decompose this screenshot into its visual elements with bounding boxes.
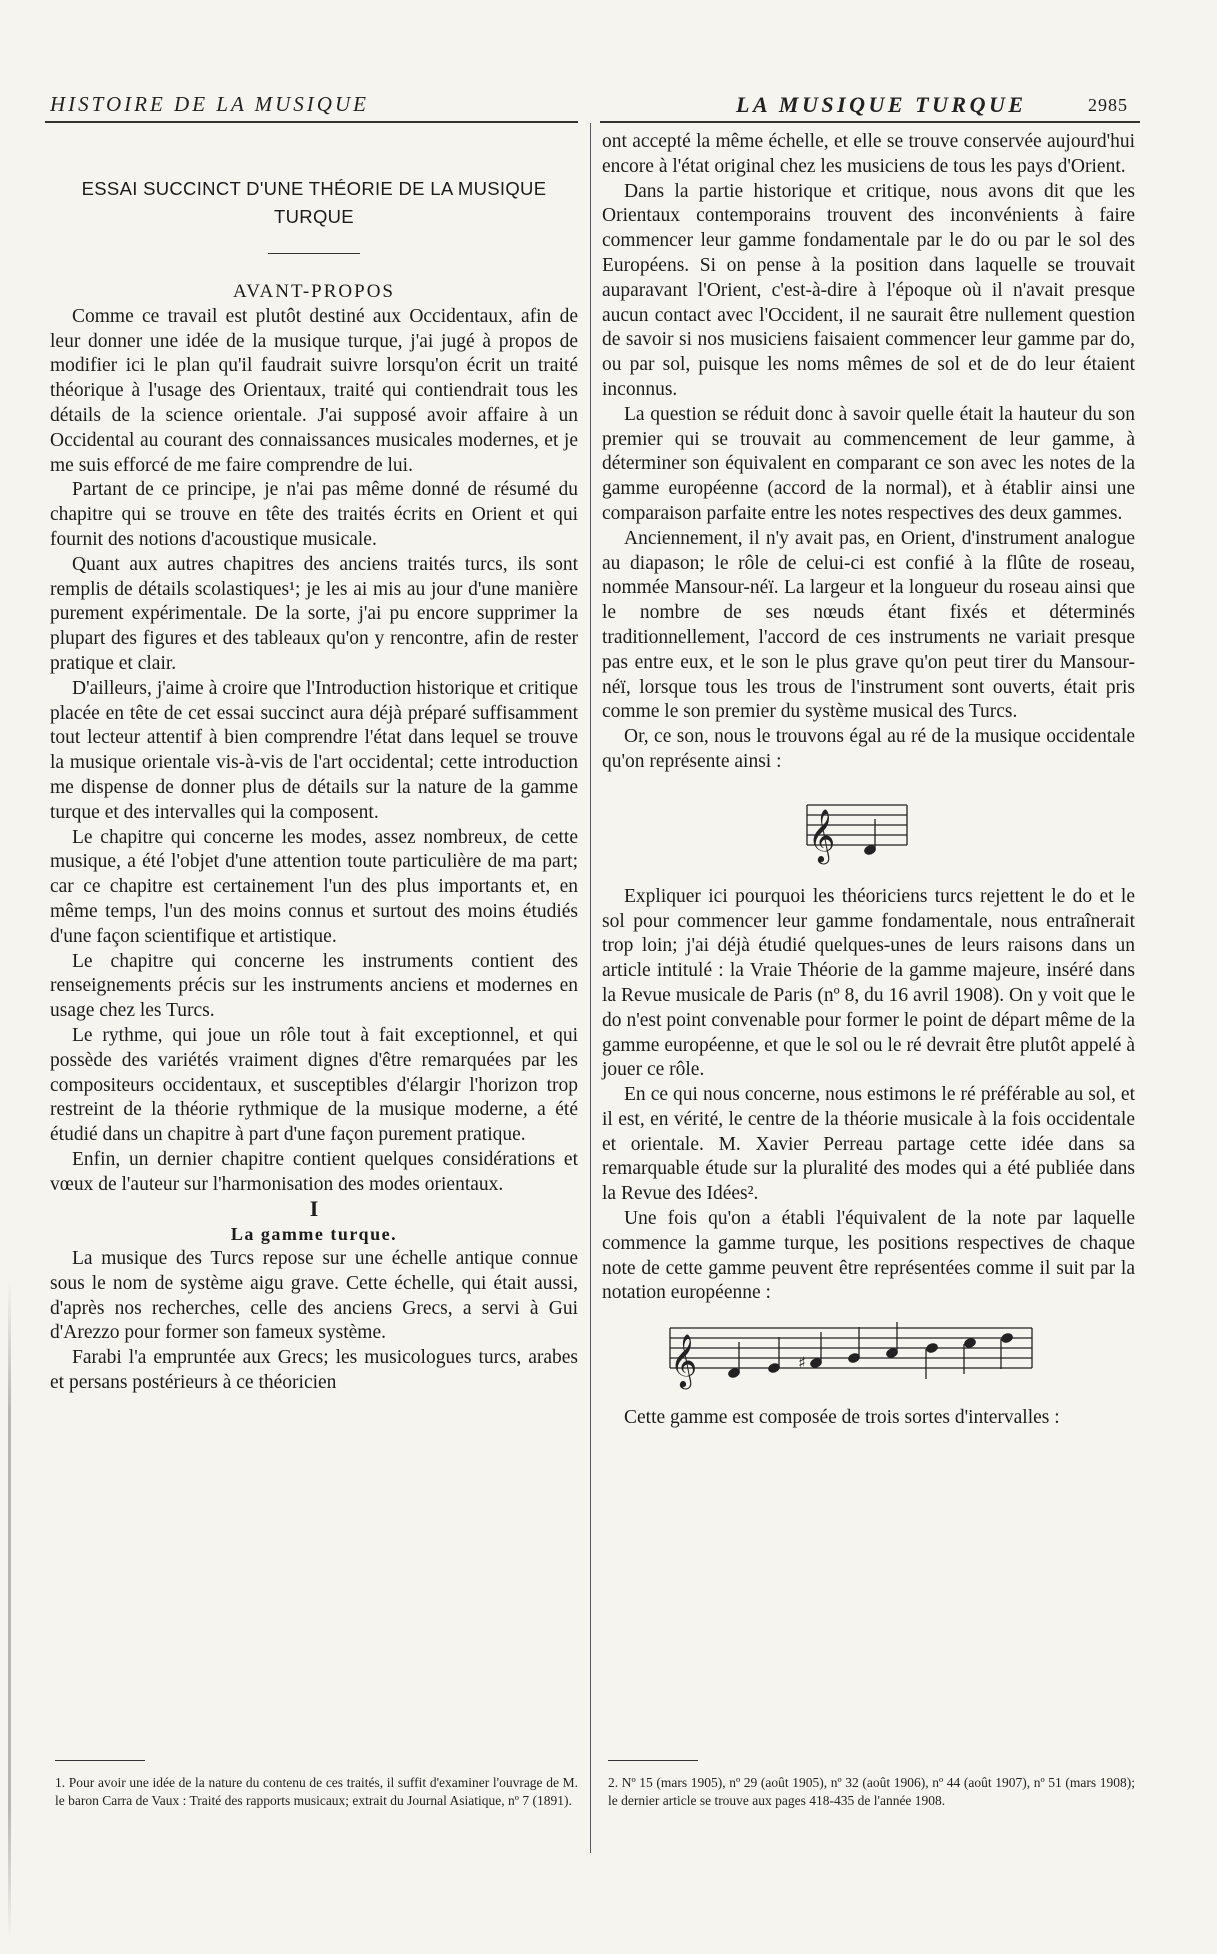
header-rule-right <box>600 121 1140 123</box>
section-number: I <box>309 1196 319 1222</box>
treble-clef-icon: 𝄞 <box>670 1333 698 1388</box>
paragraph: Dans la partie historique et critique, nous avons dit que les Orientaux contemporains trouvent des inconvénients à faire commencer leur gamme fondamentale par le do ou par le sol des Européens. Si on pense à la position dans laquelle se trouvait auparavant l'Orient, c'est-à-dire à l'époque où il n'avait presque aucun contact avec l'Occident, il ne saurait être nullement question de savoir si nos musiciens faisaient commencer leur gamme par do, ou par sol, puisque les noms mêmes de sol et de do leur étaient inconnus. <box>602 180 1135 400</box>
footnote-right: 2. Nº 15 (mars 1905), nº 29 (août 1905), nº 32 (août 1906), nº 44 (août 1907), nº 51 (mars 1908); le dernier article se trouve aux pages 418-435 de l'année 1908. <box>608 1775 1135 1808</box>
paragraph: ont accepté la même échelle, et elle se trouve conservée aujourd'hui encore à l'état original chez les musiciens de tous les pays d'Orient. <box>602 131 1135 177</box>
paragraph: D'ailleurs, j'aime à croire que l'Introduction historique et critique placée en tête de cet essai succinct aura déjà préparé suffisamment tout lecteur attentif à bien comprendre l'état dans lequel se trouve la musique orientale vis-à-vis de l'art occidental; cette introduction me dispense de donner plus de détails sur la nature de la gamme turque et des intervalles qui la composent. <box>50 677 578 823</box>
footnote-left: 1. Pour avoir une idée de la nature du contenu de ces traités, il suffit d'examiner l'ouvrage de M. le baron Carra de Vaux : Traité des rapports musicaux; extrait du Journal Asiatique, nº 7 (1891). <box>55 1775 578 1808</box>
note-mi <box>767 1337 781 1374</box>
scale-staff <box>602 1306 1135 1406</box>
paragraph: Le chapitre qui concerne les instruments contient des renseignements précis sur les instruments anciens et modernes en usage chez les Turcs. <box>50 950 578 1022</box>
paragraph: Une fois qu'on a établi l'équivalent de la note par laquelle commence la gamme turque, les positions respectives de chaque note de cette gamme peuvent être représentées comme il suit par la notation européenne : <box>602 1208 1135 1304</box>
note-re-high <box>1000 1332 1014 1369</box>
running-head-right: LA MUSIQUE TURQUE <box>736 92 1027 117</box>
section-title: La gamme turque. <box>230 1224 398 1245</box>
page-edge-shadow <box>8 1280 11 1940</box>
footnote-rule-right <box>608 1760 698 1761</box>
paragraph: La question se réduit donc à savoir quelle était la hauteur du son premier qui se trouvait au commencement de leur gamme, à déterminer son équivalent en comparant ce son avec les notes de la gamme européenne (accord de la normal), et à établir ainsi une comparaison parfaite entre les notes respectives des deux gammes. <box>602 403 1135 524</box>
running-head-left: HISTOIRE DE LA MUSIQUE <box>50 92 369 116</box>
sharp-icon: ♯ <box>798 1353 806 1373</box>
paragraph: Quant aux autres chapitres des anciens traités turcs, ils sont remplis de détails scolastiques¹; je les ai mis au jour d'une manière purement expérimentale. De la sorte, j'ai pu encore supprimer la plupart des figures et des tableaux qu'on y rencontre, afin de rester pratique et clair. <box>50 553 578 674</box>
header-rule-left <box>45 121 578 123</box>
paragraph: Le rythme, qui joue un rôle tout à fait exceptionnel, et qui possède des variétés vraiment dignes d'être remarquées par les compositeurs occidentaux, et susceptibles d'élargir l'horizon trop restreint de la théorie rythmique de la musique moderne, a été étudié dans un chapitre à part d'une façon purement pratique. <box>50 1024 578 1146</box>
paragraph: Or, ce son, nous le trouvons égal au ré de la musique occidentale qu'on représente ainsi : <box>602 726 1135 772</box>
paragraph: Cette gamme est composée de trois sortes d'intervalles : <box>624 1407 1060 1429</box>
paragraph: Comme ce travail est plutôt destiné aux Occidentaux, afin de leur donner une idée de la musique turque, j'ai jugé à propos de modifier ici le plan qu'il faudrait suivre lorsqu'on écrit un traité théorique à l'usage des Orientaux, traité qui contiendrait tous les détails de la science orientale. J'ai supposé avoir affaire à un Occidental au courant des connaissances musicales modernes, et je me suis efforcé de me faire comprendre de lui. <box>50 305 578 476</box>
page-number: 2985 <box>1088 95 1128 115</box>
treble-clef-icon: 𝄞 <box>808 807 836 862</box>
paragraph: La musique des Turcs repose sur une échelle antique connue sous le nom de système aigu grave. Cette échelle, qui était aussi, d'après nos recherches, celle des anciens Grecs, a servi à Gui d'Arezzo pour former son fameux système. <box>50 1248 578 1344</box>
essay-title: ESSAI SUCCINCT D'UNE THÉORIE DE LA MUSIQUE TURQUE <box>81 178 547 227</box>
title-rule <box>268 253 360 254</box>
footnote-rule-left <box>55 1760 145 1761</box>
note-si <box>925 1342 939 1379</box>
note-sol <box>847 1327 861 1364</box>
right-column <box>602 130 1135 1431</box>
column-divider <box>590 123 591 1853</box>
paragraph: En ce qui nous concerne, nous estimons le ré préférable au sol, et il est, en vérité, le centre de la théorie musicale à la fois occidentale et orientale. M. Xavier Perreau partage cette idée dans sa remarquable étude sur la pluralité des modes qui a été publiée dans la Revue des Idées². <box>602 1084 1135 1205</box>
paragraph: Anciennement, il n'y avait pas, en Orient, d'instrument analogue au diapason; le rôle de celui-ci est confié à la flûte de roseau, nommée Mansour-néï. La largeur et la longueur du roseau ainsi que le nombre de ses nœuds étant fixés et déterminés traditionnellement, l'accord de ces instruments ne variait presque pas entre eux, et le son le plus grave qu'on peut tirer du Mansour-néï, lorsque tous les trous de l'instrument sont ouverts, était pris comme le son premier du système musical des Turcs. <box>602 527 1135 723</box>
left-column <box>50 175 578 1396</box>
single-note-staff <box>602 775 1135 885</box>
paragraph: Enfin, un dernier chapitre contient quelques considérations et vœux de l'auteur sur l'harmonisation des modes orientaux. <box>50 1148 578 1195</box>
paragraph: Farabi l'a empruntée aux Grecs; les musicologues turcs, arabes et persans postérieurs à ce théoricien <box>50 1347 578 1394</box>
paragraph: Le chapitre qui concerne les modes, assez nombreux, de cette musique, a été l'objet d'une attention toute particulière de ma part; car ce chapitre est certainement l'un des plus importants et, en même temps, l'un des moins connus et surtout des moins étudiés d'une façon scientifique et artistique. <box>50 826 578 947</box>
paragraph: Expliquer ici pourquoi les théoriciens turcs rejettent le do et le sol pour commencer leur gamme fondamentale, nous entraînerait trop loin; j'ai déjà étudié quelques-unes de leurs raisons dans un article intitulé : la Vraie Théorie de la gamme majeure, inséré dans la Revue musicale de Paris (nº 8, du 16 avril 1908). On y voit que le do n'est point convenable pour former le point de départ même de la gamme européenne, et que le sol ou le ré devrait être plutôt appelé à jouer ce rôle. <box>602 885 1135 1081</box>
avant-propos-heading: AVANT-PROPOS <box>233 281 395 302</box>
scale-notes <box>727 1322 1014 1379</box>
paragraph: Partant de ce principe, je n'ai pas même donné de résumé du chapitre qui se trouve en tête des traités écrits en Orient et qui fournit des notions d'acoustique musicale. <box>50 479 578 550</box>
